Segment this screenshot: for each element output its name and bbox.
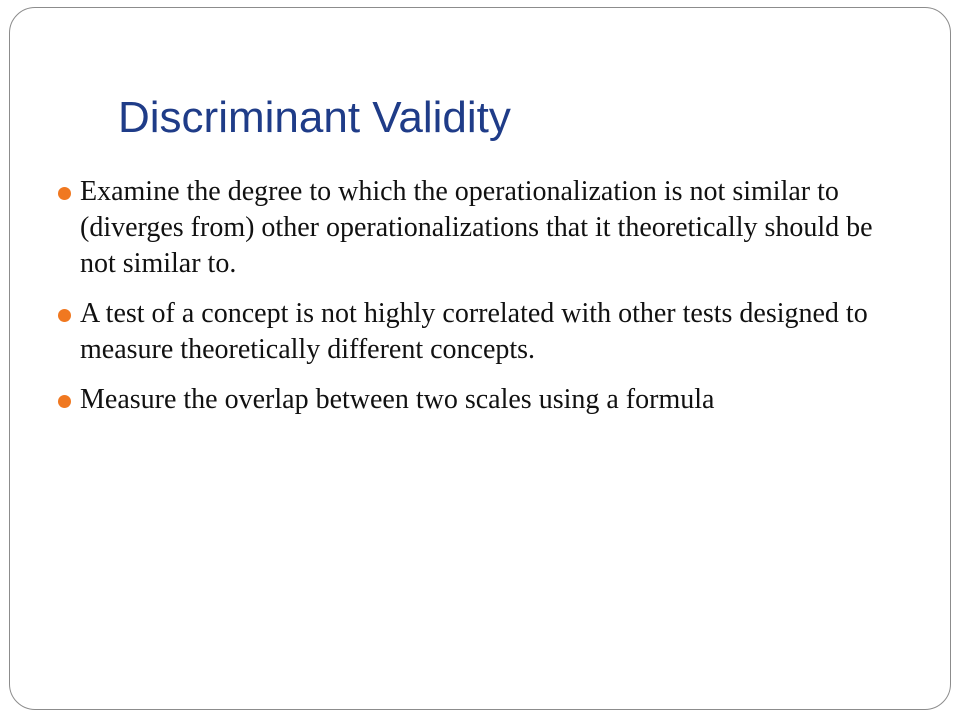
bullet-item <box>58 174 908 282</box>
bullet-text: Measure the overlap between two scales using a formula <box>80 384 715 415</box>
bullet-dot-icon <box>58 309 71 322</box>
bullet-item <box>58 296 908 368</box>
bullet-list <box>58 174 908 432</box>
bullet-item <box>58 382 908 418</box>
slide-frame <box>9 7 951 710</box>
bullet-dot-icon <box>58 395 71 408</box>
bullet-text: Examine the degree to which the operationalization is not similar to (diverges from) other operationalizations that it theoretically should be not similar to. <box>80 176 873 279</box>
bullet-dot-icon <box>58 187 71 200</box>
slide-title: Discriminant Validity <box>118 93 511 142</box>
bullet-text: A test of a concept is not highly correlated with other tests designed to measure theoretically different concepts. <box>80 298 868 365</box>
